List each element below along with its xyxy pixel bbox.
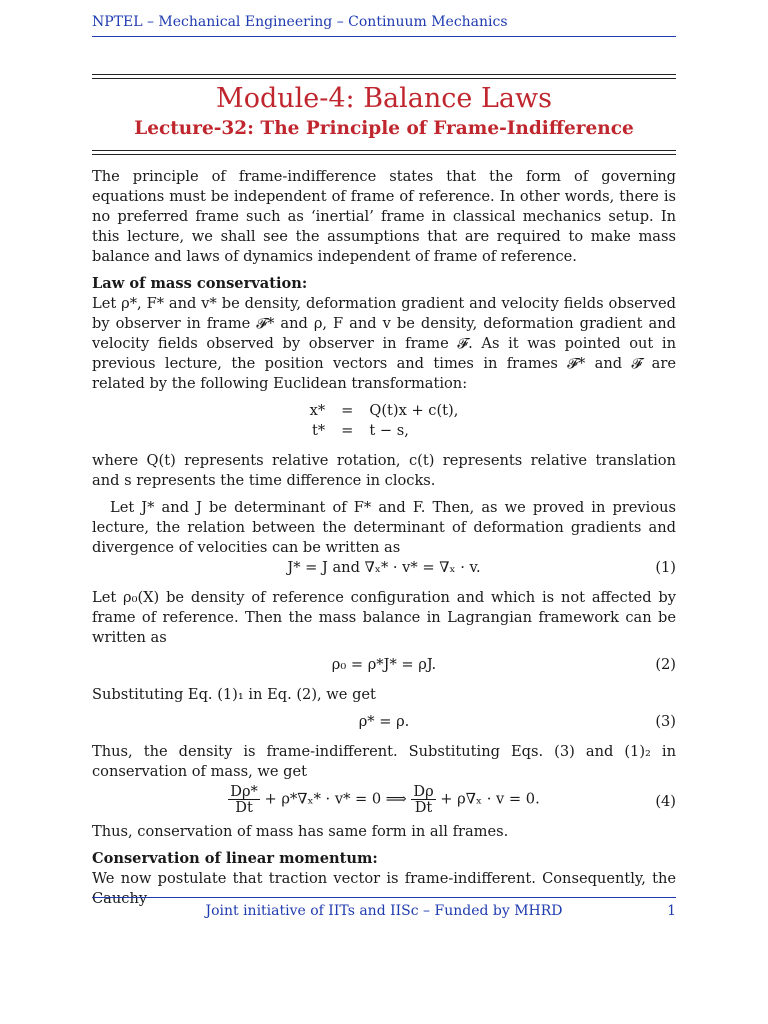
- eq-lhs: x*: [309, 402, 326, 419]
- title-rule-bottom-2: [92, 154, 676, 155]
- momentum-paragraph-1: We now postulate that traction vector is frame-indifferent. Consequently, the Cauchy: [92, 870, 676, 907]
- running-header: NPTEL – Mechanical Engineering – Continuum Mechanics: [92, 14, 676, 37]
- equation-3-number: (3): [655, 713, 676, 730]
- module-title: Module-4: Balance Laws: [216, 83, 552, 114]
- running-footer: [92, 897, 676, 919]
- title-rule-bottom: [92, 150, 676, 151]
- equation-4-body: [92, 784, 676, 815]
- mass-paragraph-1: Let ρ*, F* and v* be density, deformation gradient and velocity fields observed by observer in frame 𝓕* and ρ, F and v be density, deformation gradient and velocity fields observed by observer in frame 𝓕. As it was pointed out in previous lecture, the position vectors and times in frames 𝓕* and 𝓕 are related by the following Euclidean transformation:: [92, 295, 676, 392]
- frac-numerator: Dρ*: [230, 783, 258, 800]
- eq-sign: =: [341, 422, 354, 439]
- mass-paragraph-3: Let J* and J be determinant of F* and F. Then, as we proved in previous lecture, the relation between the determinant of deformation gradients and divergence of velocities can be written as: [92, 499, 676, 556]
- mass-paragraph-6: Thus, the density is frame-indifferent. Substituting Eqs. (3) and (1)₂ in conservation of mass, we get: [92, 743, 676, 780]
- equation-2-body: ρ₀ = ρ*J* = ρJ.: [331, 656, 437, 673]
- equation-4-middle: + ρ*∇ₓ* · v* = 0 ⟹: [264, 790, 407, 808]
- lecture-title: Lecture-32: The Principle of Frame-Indifference: [134, 118, 634, 139]
- equation-1-number: (1): [655, 559, 676, 576]
- mass-paragraph-7: Thus, conservation of mass has same form in all frames.: [92, 823, 509, 840]
- eq-rhs: t − s,: [369, 422, 409, 439]
- equation-3-body: ρ* = ρ.: [358, 713, 410, 730]
- frac-denominator: Dt: [414, 799, 433, 816]
- equation-3: [92, 712, 676, 732]
- mass-paragraph-2: where Q(t) represents relative rotation, c(t) represents relative translation and s represents the time difference in clocks.: [92, 452, 676, 489]
- equation-4-number: (4): [655, 793, 676, 810]
- equation-2-number: (2): [655, 656, 676, 673]
- equation-4: [92, 784, 676, 818]
- equation-euclidean-transform: [92, 401, 676, 441]
- frac-numerator: Dρ: [413, 783, 434, 800]
- equation-4-tail: + ρ∇ₓ · v = 0.: [440, 790, 540, 808]
- footer-text: Joint initiative of IITs and IISc – Funded by MHRD: [205, 903, 563, 919]
- eq-lhs: t*: [311, 422, 326, 439]
- section-heading-momentum: Conservation of linear momentum:: [92, 850, 378, 867]
- page-number: 1: [667, 903, 676, 919]
- title-rule-top-2: [92, 78, 676, 79]
- equation-2: [92, 655, 676, 675]
- equation-1-body: J* = J and ∇ₓ* · v* = ∇ₓ · v.: [287, 559, 481, 576]
- equation-1: [92, 558, 676, 578]
- frac-denominator: Dt: [235, 799, 253, 816]
- section-heading-mass: Law of mass conservation:: [92, 275, 308, 292]
- intro-paragraph: The principle of frame-indifference states that the form of governing equations must be independent of frame of reference. In other words, there is no preferred frame such as ‘inertial’ frame in classical mechanics setup. In this lecture, we shall see the assumptions that are required to make mass balance and laws of dynamics independent of frame of reference.: [92, 168, 676, 265]
- eq-sign: =: [341, 402, 354, 419]
- body-text: [92, 167, 676, 916]
- mass-paragraph-5: Substituting Eq. (1)₁ in Eq. (2), we get: [92, 686, 376, 703]
- eq-rhs: Q(t)x + c(t),: [369, 402, 459, 419]
- mass-paragraph-4: Let ρ₀(X) be density of reference configuration and which is not affected by frame of reference. Then the mass balance in Lagrangian framework can be written as: [92, 589, 676, 646]
- title-rule-top: [92, 74, 676, 75]
